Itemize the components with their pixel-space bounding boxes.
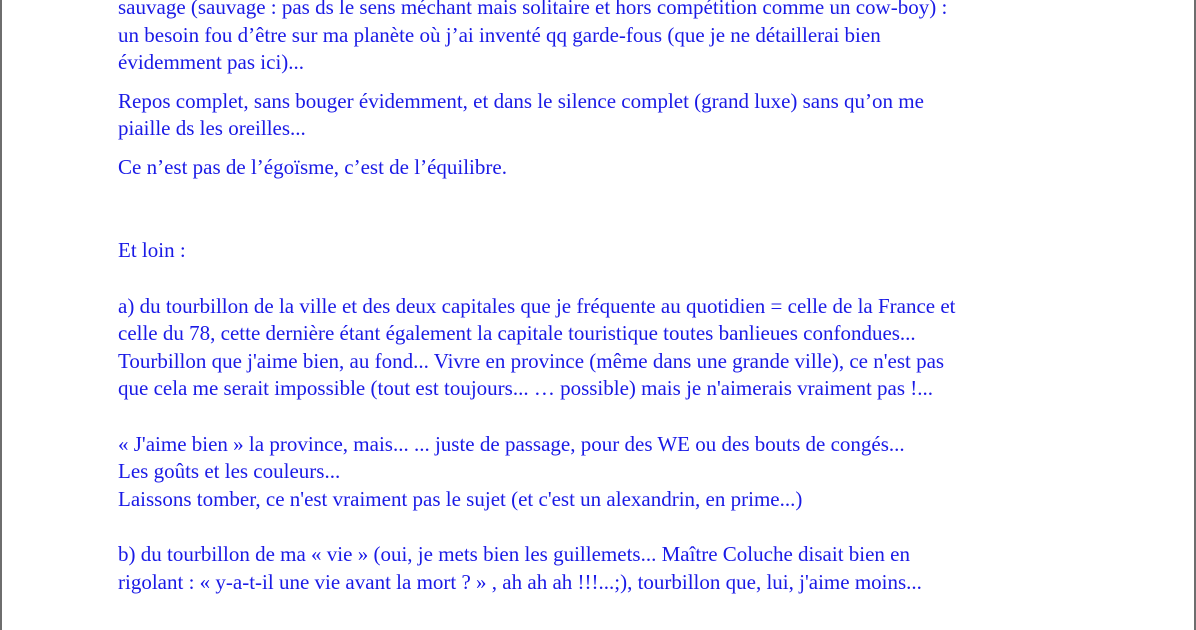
text-line: que cela me serait impossible (tout est toujours... … possible) mais je n'aimerais vraiment pas !... bbox=[118, 376, 934, 400]
blank-line bbox=[118, 513, 1098, 541]
text-line: Ce n’est pas de l’égoïsme, c’est de l’équilibre. bbox=[118, 154, 507, 179]
text-line: Les goûts et les couleurs... bbox=[118, 459, 341, 483]
paragraph-a-tourbillon-ville bbox=[118, 293, 1098, 403]
text-line: a) du tourbillon de la ville et des deux capitales que je fréquente au quotidien = celle de la France et bbox=[118, 293, 956, 318]
text-line: rigolant : « y-a-t-il une vie avant la mort ? » , ah ah ah !!!...;), tourbillon que, lui, j'aime moins... bbox=[118, 569, 922, 594]
paragraph-b-tourbillon-vie bbox=[118, 541, 1098, 596]
text-line: b) du tourbillon de ma « vie » (oui, je mets bien les guillemets... Maître Coluche disait bien en bbox=[118, 542, 911, 566]
section-spacer bbox=[118, 181, 1098, 237]
text-line: piaille ds les oreilles... bbox=[118, 116, 306, 140]
text-line: « J'aime bien » la province, mais... ... juste de passage, pour des WE ou des bouts de congés... bbox=[118, 431, 905, 456]
document-body bbox=[118, 0, 1098, 596]
text-line: celle du 78, cette dernière étant également la capitale touristique toutes banlieues confondues... bbox=[118, 321, 916, 345]
blank-line bbox=[118, 265, 1098, 293]
paragraph-spacer bbox=[118, 77, 1098, 88]
text-line: Et loin : bbox=[118, 238, 186, 262]
text-line: Repos complet, sans bouger évidemment, et dans le silence complet (grand luxe) sans qu’on me bbox=[118, 88, 924, 113]
paragraph-province bbox=[118, 431, 1098, 514]
paragraph-spacer bbox=[118, 143, 1098, 154]
paragraph-et-loin bbox=[118, 237, 1098, 265]
text-line: Tourbillon que j'aime bien, au fond... Vivre en province (même dans une grande ville), ce n'est pas bbox=[118, 348, 945, 373]
paragraph-sauvage bbox=[118, 0, 1098, 77]
blank-line bbox=[118, 403, 1098, 431]
text-line: sauvage (sauvage : pas ds le sens méchant mais solitaire et hors compétition comme un cow-boy) : bbox=[118, 0, 948, 19]
paragraph-egoisme bbox=[118, 154, 1098, 182]
text-line: évidemment pas ici)... bbox=[118, 50, 305, 74]
paragraph-repos bbox=[118, 88, 1098, 143]
text-line: Laissons tomber, ce n'est vraiment pas le sujet (et c'est un alexandrin, en prime...) bbox=[118, 486, 803, 511]
text-line: un besoin fou d’être sur ma planète où j’ai inventé qq garde-fous (que je ne détaillerai bien bbox=[118, 22, 881, 47]
